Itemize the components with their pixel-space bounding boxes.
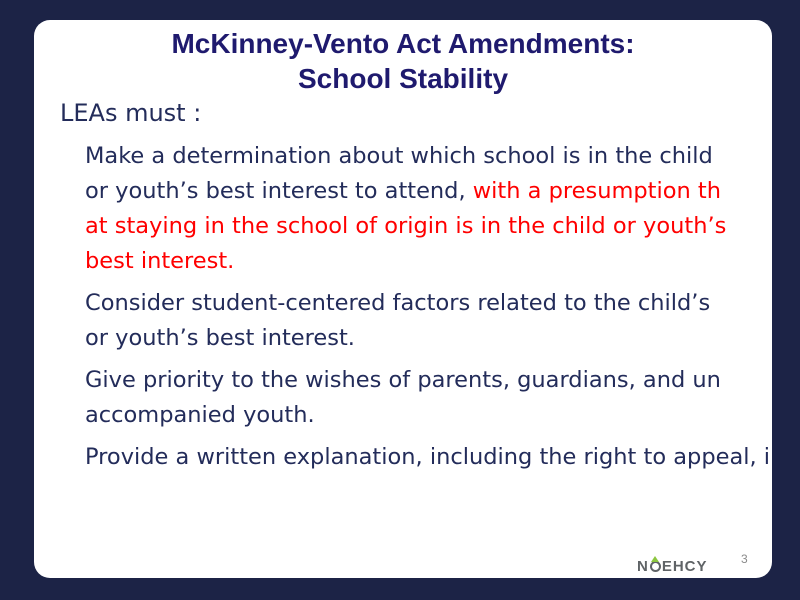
bullet-line bbox=[85, 286, 772, 321]
emphasis-text: with a presumption th bbox=[472, 178, 722, 204]
bullet-text: or youth’s best interest. bbox=[85, 325, 355, 351]
emphasis-text: at staying in the school of origin is in the child or youth’s bbox=[85, 213, 727, 239]
logo-text-end: EHCY bbox=[661, 558, 708, 575]
slide bbox=[34, 20, 772, 578]
bullet-line bbox=[85, 139, 772, 174]
intro-text: LEAs must : bbox=[60, 99, 202, 127]
nchehcy-logo bbox=[637, 558, 708, 575]
slide-title-line: McKinney-Vento Act Amendments: bbox=[171, 28, 635, 59]
bullet-item bbox=[85, 363, 772, 433]
bullet-line bbox=[85, 398, 772, 433]
slide-title-line: School Stability bbox=[297, 63, 509, 94]
bullet-item bbox=[85, 286, 772, 356]
bullet-line bbox=[85, 440, 772, 475]
page-number: 3 bbox=[741, 552, 748, 566]
bullet-line bbox=[85, 209, 772, 244]
bullet-item bbox=[85, 440, 772, 475]
bullet-text: Consider student-centered factors related to the child’s bbox=[85, 290, 711, 316]
bullet-text: Give priority to the wishes of parents, guardians, and un bbox=[85, 367, 721, 393]
bullet-line bbox=[85, 174, 772, 209]
bullet-list bbox=[85, 139, 772, 482]
bullet-line bbox=[85, 244, 772, 279]
bullet-text: accompanied youth. bbox=[85, 402, 315, 428]
emphasis-text: best interest. bbox=[85, 248, 235, 274]
house-icon bbox=[650, 561, 661, 572]
bullet-text: Make a determination about which school is in the child bbox=[85, 143, 713, 169]
slide-title bbox=[34, 26, 772, 96]
bullet-line bbox=[85, 321, 772, 356]
bullet-item bbox=[85, 139, 772, 279]
bullet-text: or youth’s best interest to attend, bbox=[85, 178, 473, 204]
bullet-text: Provide a written explanation, including the right to appeal, i bbox=[85, 444, 771, 470]
logo-text-start: N bbox=[637, 558, 649, 575]
bullet-line bbox=[85, 363, 772, 398]
